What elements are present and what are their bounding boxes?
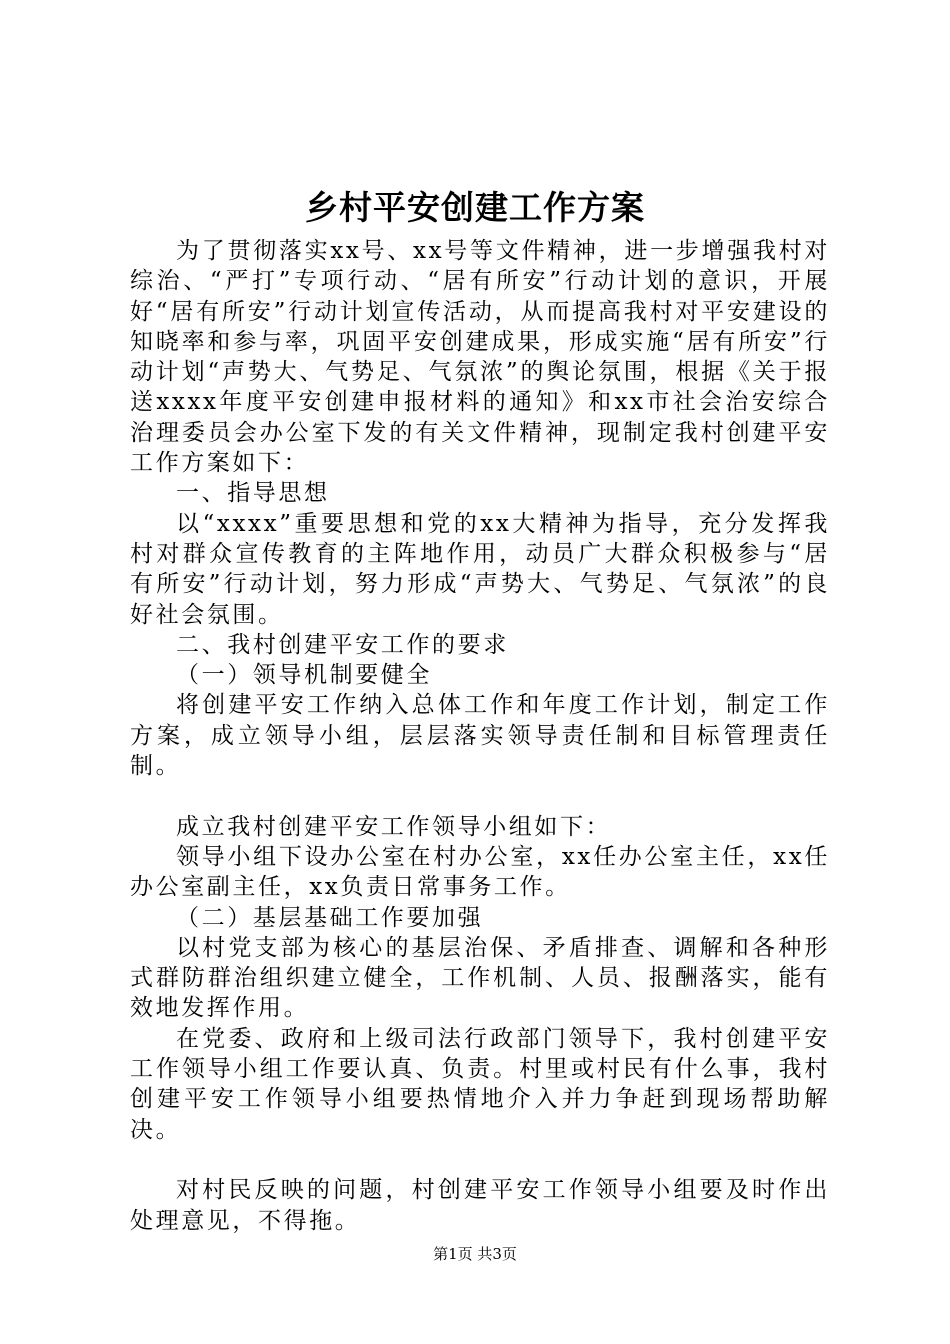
blank-line	[130, 781, 830, 811]
paragraph-villager-issues: 对村民反映的问题，村创建平安工作领导小组要及时作出处理意见，不得拖。	[130, 1177, 830, 1234]
section-heading-requirements: 二、我村创建平安工作的要求	[176, 631, 509, 658]
paragraph-grassroots: 以村党支部为核心的基层治保、矛盾排查、调解和各种形式群防群治组织建立健全，工作机制、人员、报酬落实，能有效地发挥作用。	[130, 934, 830, 1022]
paragraph-guiding-thought: 以“xxxx”重要思想和党的xx大精神为指导，充分发挥我村对群众宣传教育的主阵地作用，动员广大群众积极参与“居有所安”行动计划，努力形成“声势大、气势足、气氛浓”的良好社会氛围。	[130, 510, 830, 628]
document-title: 乡村平安创建工作方案	[305, 188, 645, 227]
blank-line	[130, 1145, 830, 1175]
section-heading-guiding-thought: 一、指导思想	[176, 480, 330, 507]
paragraph-party-committee: 在党委、政府和上级司法行政部门领导下，我村创建平安工作领导小组工作要认真、负责。村里或村民有什么事，我村创建平安工作领导小组要热情地介入并力争赶到现场帮助解决。	[130, 1025, 830, 1143]
paragraph-leadership: 将创建平安工作纳入总体工作和年度工作计划，制定工作方案，成立领导小组，层层落实领导责任制和目标管理责任制。	[130, 692, 830, 780]
subsection-heading-leadership: （一）领导机制要健全	[176, 662, 432, 689]
document-body	[130, 236, 830, 1236]
paragraph-intro: 为了贯彻落实xx号、xx号等文件精神，进一步增强我村对综治、“严打”专项行动、“居有所安”行动计划的意识，开展好“居有所安”行动计划宣传活动，从而提高我村对平安建设的知晓率和参与率，巩固平安创建成果，形成实施“居有所安”行动计划“声势大、气势足、气氛浓”的舆论氛围，根据《关于报送xxxx年度平安创建申报材料的通知》和xx市社会治安综合治理委员会办公室下发的有关文件精神，现制定我村创建平安工作方案如下：	[130, 238, 830, 477]
page-footer: 第1页 共3页	[433, 1245, 517, 1263]
paragraph-leadership-group: 成立我村创建平安工作领导小组如下：	[176, 813, 612, 840]
paragraph-office: 领导小组下设办公室在村办公室，xx任办公室主任，xx任办公室副主任，xx负责日常事务工作。	[130, 843, 830, 901]
subsection-heading-grassroots: （二）基层基础工作要加强	[176, 904, 484, 931]
